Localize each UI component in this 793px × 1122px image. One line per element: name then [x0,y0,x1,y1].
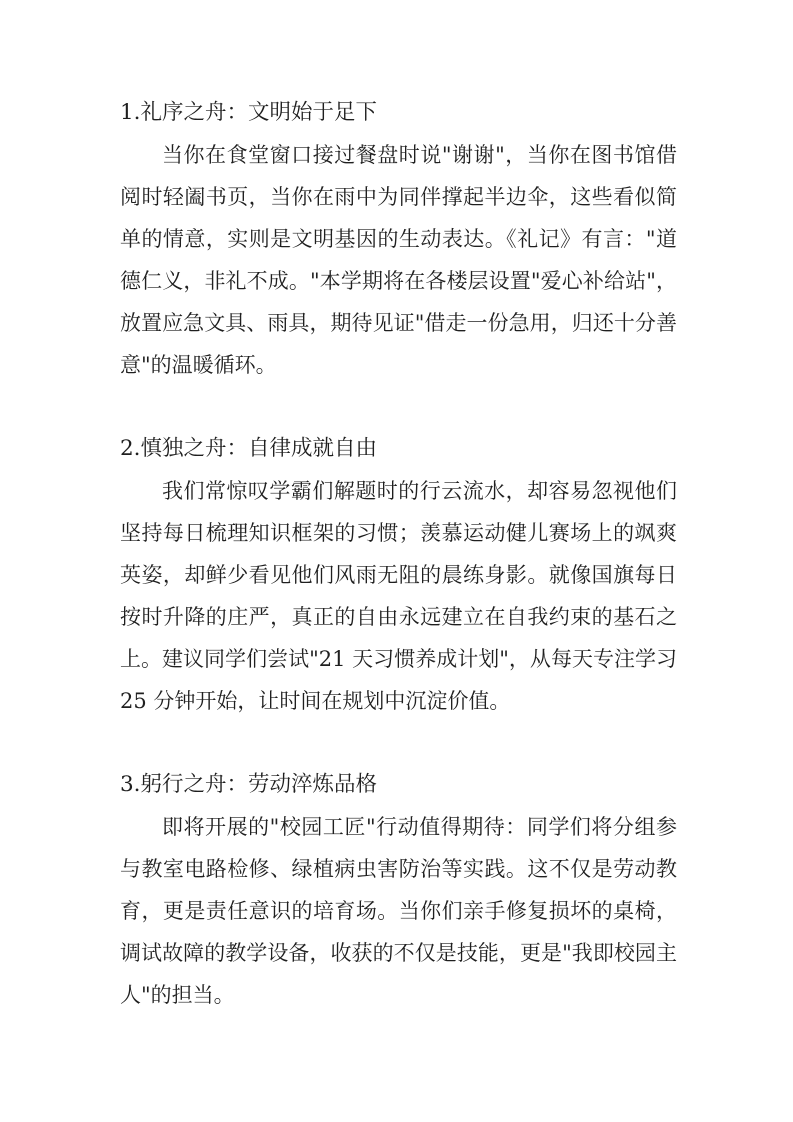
section-2 [120,428,677,722]
section-3-paragraph: 即将开展的"校园工匠"行动值得期待：同学们将分组参与教室电路检修、绿植病虫害防治等实践。这不仅是劳动教育，更是责任意识的培育场。当你们亲手修复损坏的桌椅，调试故障的教学设备，收获的不仅是技能，更是"我即校园主人"的担当。 [120,815,677,1007]
section-3 [120,764,677,1016]
section-1-heading: 1.礼序之舟：文明始于足下 [120,100,378,125]
section-1-paragraph: 当你在食堂窗口接过餐盘时说"谢谢"，当你在图书馆借阅时轻阖书页，当你在雨中为同伴撑起半边伞，这些看似简单的情意，实则是文明基因的生动表达。《礼记》有言："道德仁义，非礼不成。"本学期将在各楼层设置"爱心补给站"，放置应急文具、雨具，期待见证"借走一份急用，归还十分善意"的温暖循环。 [120,143,677,377]
section-2-heading: 2.慎独之舟：自律成就自由 [120,436,378,461]
section-1 [120,92,677,386]
section-2-paragraph: 我们常惊叹学霸们解题时的行云流水，却容易忽视他们坚持每日梳理知识框架的习惯；羡慕运动健儿赛场上的飒爽英姿，却鲜少看见他们风雨无阻的晨练身影。就像国旗每日按时升降的庄严，真正的自由永远建立在自我约束的基石之上。建议同学们尝试"21 天习惯养成计划"，从每天专注学习 25 分钟开始，让时间在规划中沉淀价值。 [120,479,677,713]
section-3-heading: 3.躬行之舟：劳动淬炼品格 [120,772,378,797]
